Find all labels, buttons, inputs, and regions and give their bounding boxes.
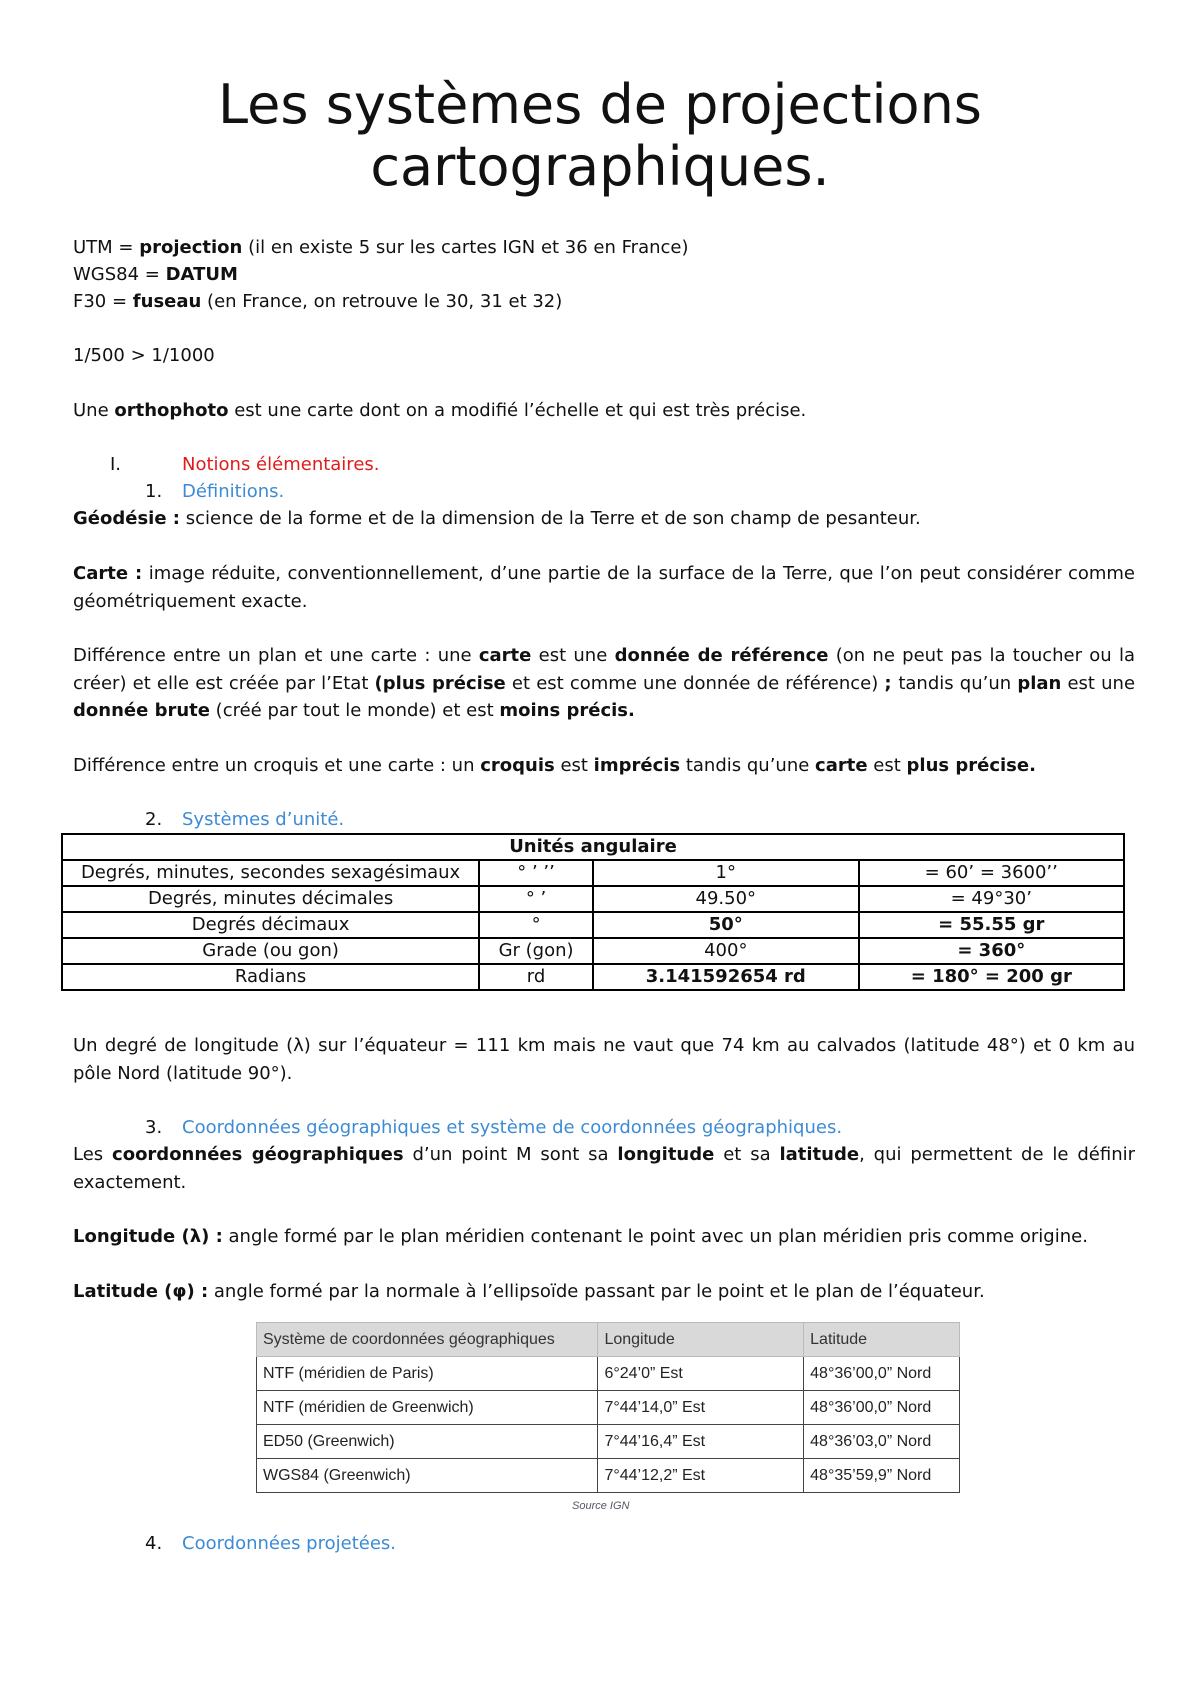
table-row [62, 860, 1124, 886]
table-row [62, 938, 1124, 964]
subheading-number: 2. [145, 809, 163, 830]
section-label: Notions élémentaires. [182, 454, 380, 475]
units-table [61, 833, 1125, 991]
title-line-1: Les systèmes de projections [218, 73, 982, 136]
latitude-cell: 48°36’03,0” Nord [804, 1425, 960, 1459]
subheading-label: Coordonnées projetées. [182, 1533, 397, 1554]
system-cell: WGS84 (Greenwich) [257, 1459, 598, 1493]
intro-orthophoto: Une orthophoto est une carte dont on a modifié l’échelle et qui est très précise. [73, 400, 807, 421]
subheading-number: 3. [145, 1117, 163, 1138]
unit-equivalence: = 60’ = 3600’’ [859, 860, 1124, 886]
unit-name: Degrés, minutes, secondes sexagésimaux [62, 860, 479, 886]
unit-name: Radians [62, 964, 479, 990]
difference-plan-carte: Différence entre un plan et une carte : une carte est une donnée de référence (on ne peut pas la toucher ou la créer) et elle est créée par l’Etat (plus précise et est comme une donnée de référence) ; tandis qu’un plan est une donnée brute (créé par tout le monde) et est moins précis. [73, 645, 1136, 721]
unit-equivalence: = 55.55 gr [859, 912, 1124, 938]
longitude-cell: 7°44’16,4” Est [598, 1425, 804, 1459]
intro-utm: UTM = projection (il en existe 5 sur les cartes IGN et 36 en France) [73, 237, 689, 258]
table-row [257, 1459, 960, 1493]
geo-coordinates-table [256, 1322, 960, 1493]
geo-table-header-row [257, 1323, 960, 1357]
unit-example: 400° [593, 938, 859, 964]
subheading-label: Coordonnées géographiques et système de coordonnées géographiques. [182, 1117, 843, 1138]
subheading-label: Systèmes d’unité. [182, 809, 345, 830]
table-row [62, 912, 1124, 938]
page-title [0, 74, 1200, 198]
table-source-label: Source IGN [572, 1500, 630, 1512]
unit-example: 1° [593, 860, 859, 886]
unit-example: 3.141592654 rd [593, 964, 859, 990]
definition-longitude: Longitude (λ) : angle formé par le plan méridien contenant le point avec un plan méridien pris comme origine. [73, 1226, 1088, 1247]
intro-scale: 1/500 > 1/1000 [73, 345, 215, 366]
units-table-header: Unités angulaire [62, 834, 1124, 860]
longitude-cell: 6°24’0” Est [598, 1357, 804, 1391]
coordonnees-definition: Les coordonnées géographiques d’un point M sont sa longitude et sa latitude, qui permettent de le définir exactement. [73, 1144, 1135, 1193]
unit-symbol: Gr (gon) [479, 938, 593, 964]
column-header: Latitude [804, 1323, 960, 1357]
unit-example: 49.50° [593, 886, 859, 912]
longitude-cell: 7°44’14,0” Est [598, 1391, 804, 1425]
definition-geodesie: Géodésie : science de la forme et de la dimension de la Terre et de son champ de pesanteur. [73, 508, 921, 529]
unit-equivalence: = 180° = 200 gr [859, 964, 1124, 990]
unit-name: Degrés décimaux [62, 912, 479, 938]
unit-symbol: ° [479, 912, 593, 938]
unit-example: 50° [593, 912, 859, 938]
unit-symbol: ° ’ ’’ [479, 860, 593, 886]
intro-wgs84: WGS84 = DATUM [73, 264, 238, 285]
intro-f30: F30 = fuseau (en France, on retrouve le 30, 31 et 32) [73, 291, 563, 312]
section-number: I. [110, 454, 122, 475]
unit-equivalence: = 49°30’ [859, 886, 1124, 912]
table-row [62, 964, 1124, 990]
table-row [62, 886, 1124, 912]
difference-croquis-carte: Différence entre un croquis et une carte : un croquis est imprécis tandis qu’une carte est plus précise. [73, 755, 1036, 776]
subheading-label: Définitions. [182, 481, 285, 502]
unit-symbol: rd [479, 964, 593, 990]
system-cell: NTF (méridien de Paris) [257, 1357, 598, 1391]
longitude-note: Un degré de longitude (λ) sur l’équateur = 111 km mais ne vaut que 74 km au calvados (latitude 48°) et 0 km au pôle Nord (latitude 90°). [73, 1035, 1135, 1084]
unit-name: Grade (ou gon) [62, 938, 479, 964]
definition-latitude: Latitude (φ) : angle formé par la normale à l’ellipsoïde passant par le point et le plan de l’équateur. [73, 1281, 985, 1302]
title-line-2: cartographiques. [370, 135, 830, 198]
unit-equivalence: = 360° [859, 938, 1124, 964]
column-header: Système de coordonnées géographiques [257, 1323, 598, 1357]
latitude-cell: 48°35’59,9” Nord [804, 1459, 960, 1493]
definition-carte: Carte : image réduite, conventionnellement, d’une partie de la surface de la Terre, que l’on peut considérer comme géométriquement exacte. [73, 563, 1135, 612]
unit-symbol: ° ’ [479, 886, 593, 912]
table-row [257, 1391, 960, 1425]
column-header: Longitude [598, 1323, 804, 1357]
system-cell: ED50 (Greenwich) [257, 1425, 598, 1459]
table-row [257, 1357, 960, 1391]
table-row [257, 1425, 960, 1459]
system-cell: NTF (méridien de Greenwich) [257, 1391, 598, 1425]
unit-name: Degrés, minutes décimales [62, 886, 479, 912]
latitude-cell: 48°36’00,0” Nord [804, 1357, 960, 1391]
subheading-number: 1. [145, 481, 163, 502]
longitude-cell: 7°44’12,2” Est [598, 1459, 804, 1493]
subheading-number: 4. [145, 1533, 163, 1554]
latitude-cell: 48°36’00,0” Nord [804, 1391, 960, 1425]
units-table-header-row [62, 834, 1124, 860]
